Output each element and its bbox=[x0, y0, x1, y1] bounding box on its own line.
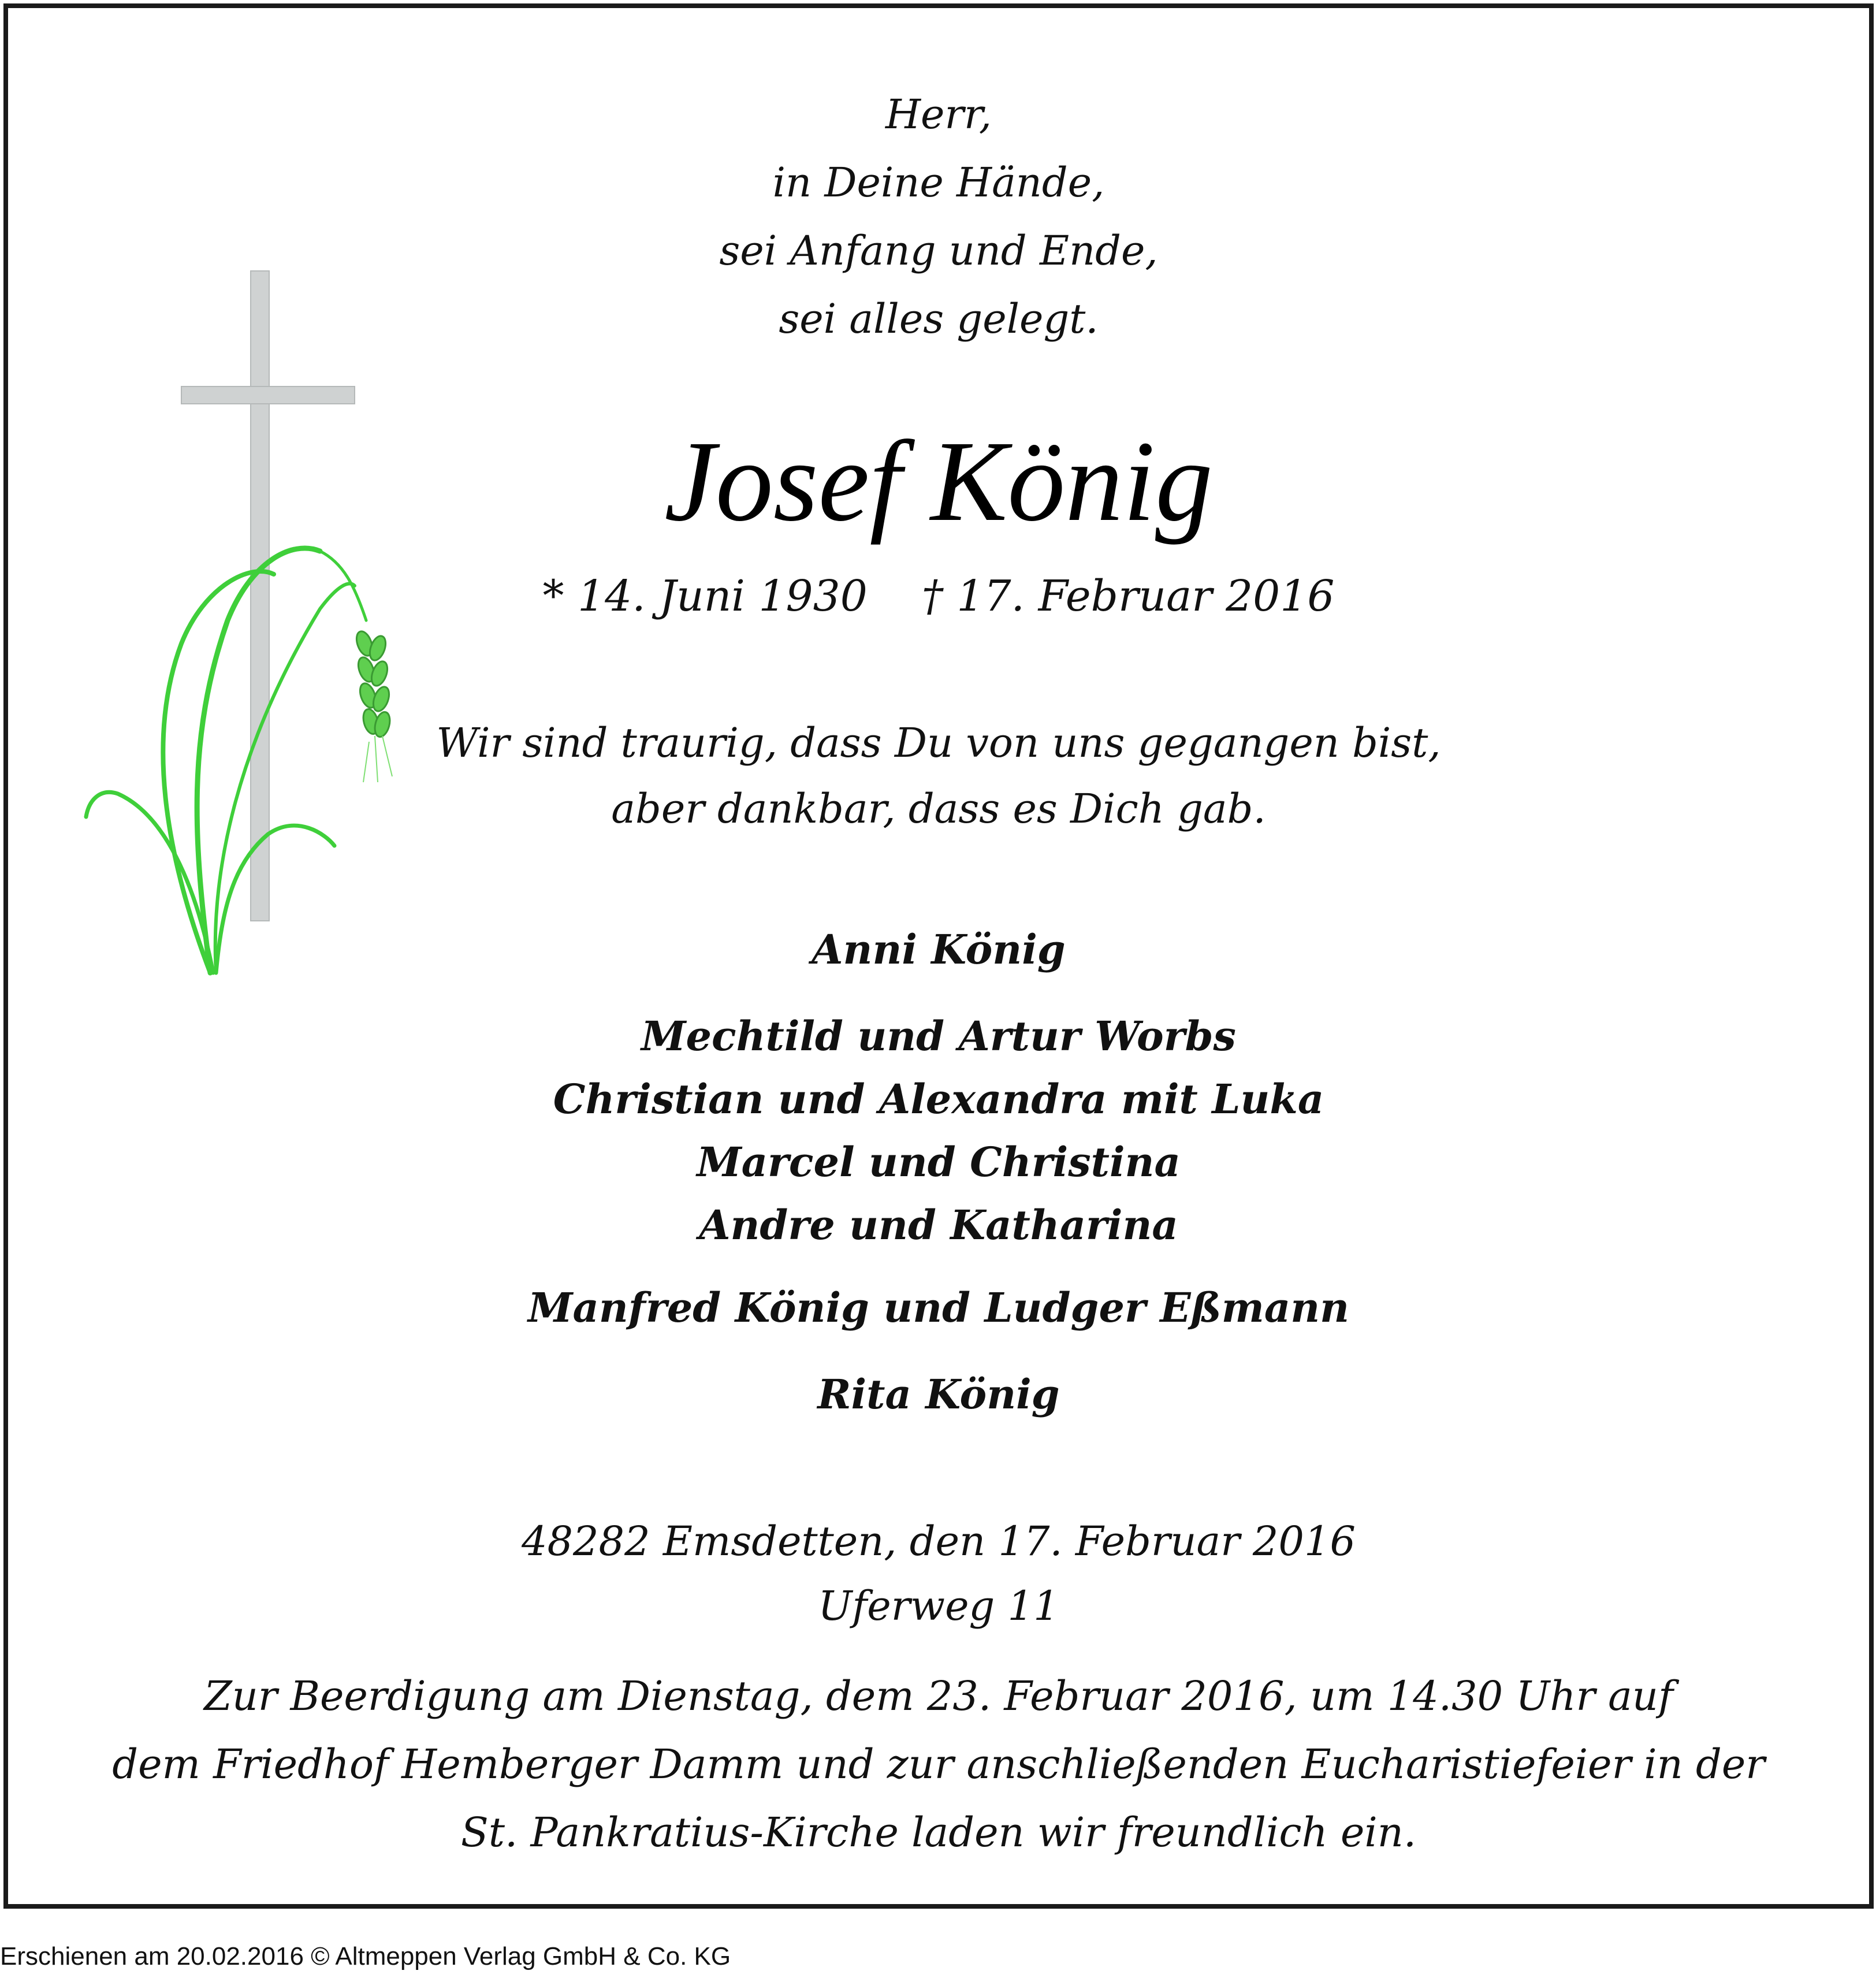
mourner-line: Rita König bbox=[817, 1370, 1060, 1418]
mourner-line: Marcel und Christina bbox=[697, 1138, 1181, 1186]
funeral-invitation bbox=[8, 1662, 1869, 1867]
cross-with-wheat-icon bbox=[77, 262, 424, 1013]
quote-line: aber dankbar, dass es Dich gab. bbox=[611, 785, 1266, 832]
mourner-line: Mechtild und Artur Worbs bbox=[641, 1012, 1236, 1060]
motto-line: Herr, bbox=[885, 91, 992, 138]
deceased-name: Josef König bbox=[664, 418, 1213, 545]
motto-line: sei Anfang und Ende, bbox=[719, 227, 1158, 274]
funeral-line: dem Friedhof Hemberger Damm und zur anschließenden Eucharistiefeier in der bbox=[112, 1741, 1765, 1788]
mourner-line: Andre und Katharina bbox=[699, 1201, 1178, 1249]
quote-line: Wir sind traurig, dass Du von uns gegangen bist, bbox=[436, 719, 1441, 767]
mourners-group bbox=[8, 1005, 1869, 1256]
address-line: 48282 Emsdetten, den 17. Februar 2016 bbox=[521, 1518, 1356, 1565]
publication-footer: Erschienen am 20.02.2016 © Altmeppen Verlag GmbH & Co. KG bbox=[0, 1942, 731, 1970]
mourners-group bbox=[8, 1276, 1869, 1340]
mourner-line: Christian und Alexandra mit Luka bbox=[553, 1075, 1324, 1123]
life-dates: * 14. Juni 1930 † 17. Februar 2016 bbox=[542, 571, 1335, 621]
quote bbox=[8, 710, 1869, 842]
obituary-notice bbox=[3, 3, 1874, 1909]
mourner-line: Anni König bbox=[812, 925, 1066, 973]
address-line: Uferweg 11 bbox=[818, 1582, 1059, 1630]
motto-line: sei alles gelegt. bbox=[779, 295, 1099, 343]
motto-verse bbox=[8, 80, 1869, 353]
address bbox=[8, 1509, 1869, 1638]
mourner-line: Manfred König und Ludger Eßmann bbox=[527, 1284, 1349, 1332]
funeral-line: Zur Beerdigung am Dienstag, dem 23. Februar 2016, um 14.30 Uhr auf bbox=[204, 1672, 1673, 1720]
motto-line: in Deine Hände, bbox=[772, 159, 1105, 206]
mourners-group bbox=[8, 1363, 1869, 1426]
funeral-line: St. Pankratius-Kirche laden wir freundlich ein. bbox=[460, 1809, 1417, 1856]
mourners-group bbox=[8, 918, 1869, 981]
